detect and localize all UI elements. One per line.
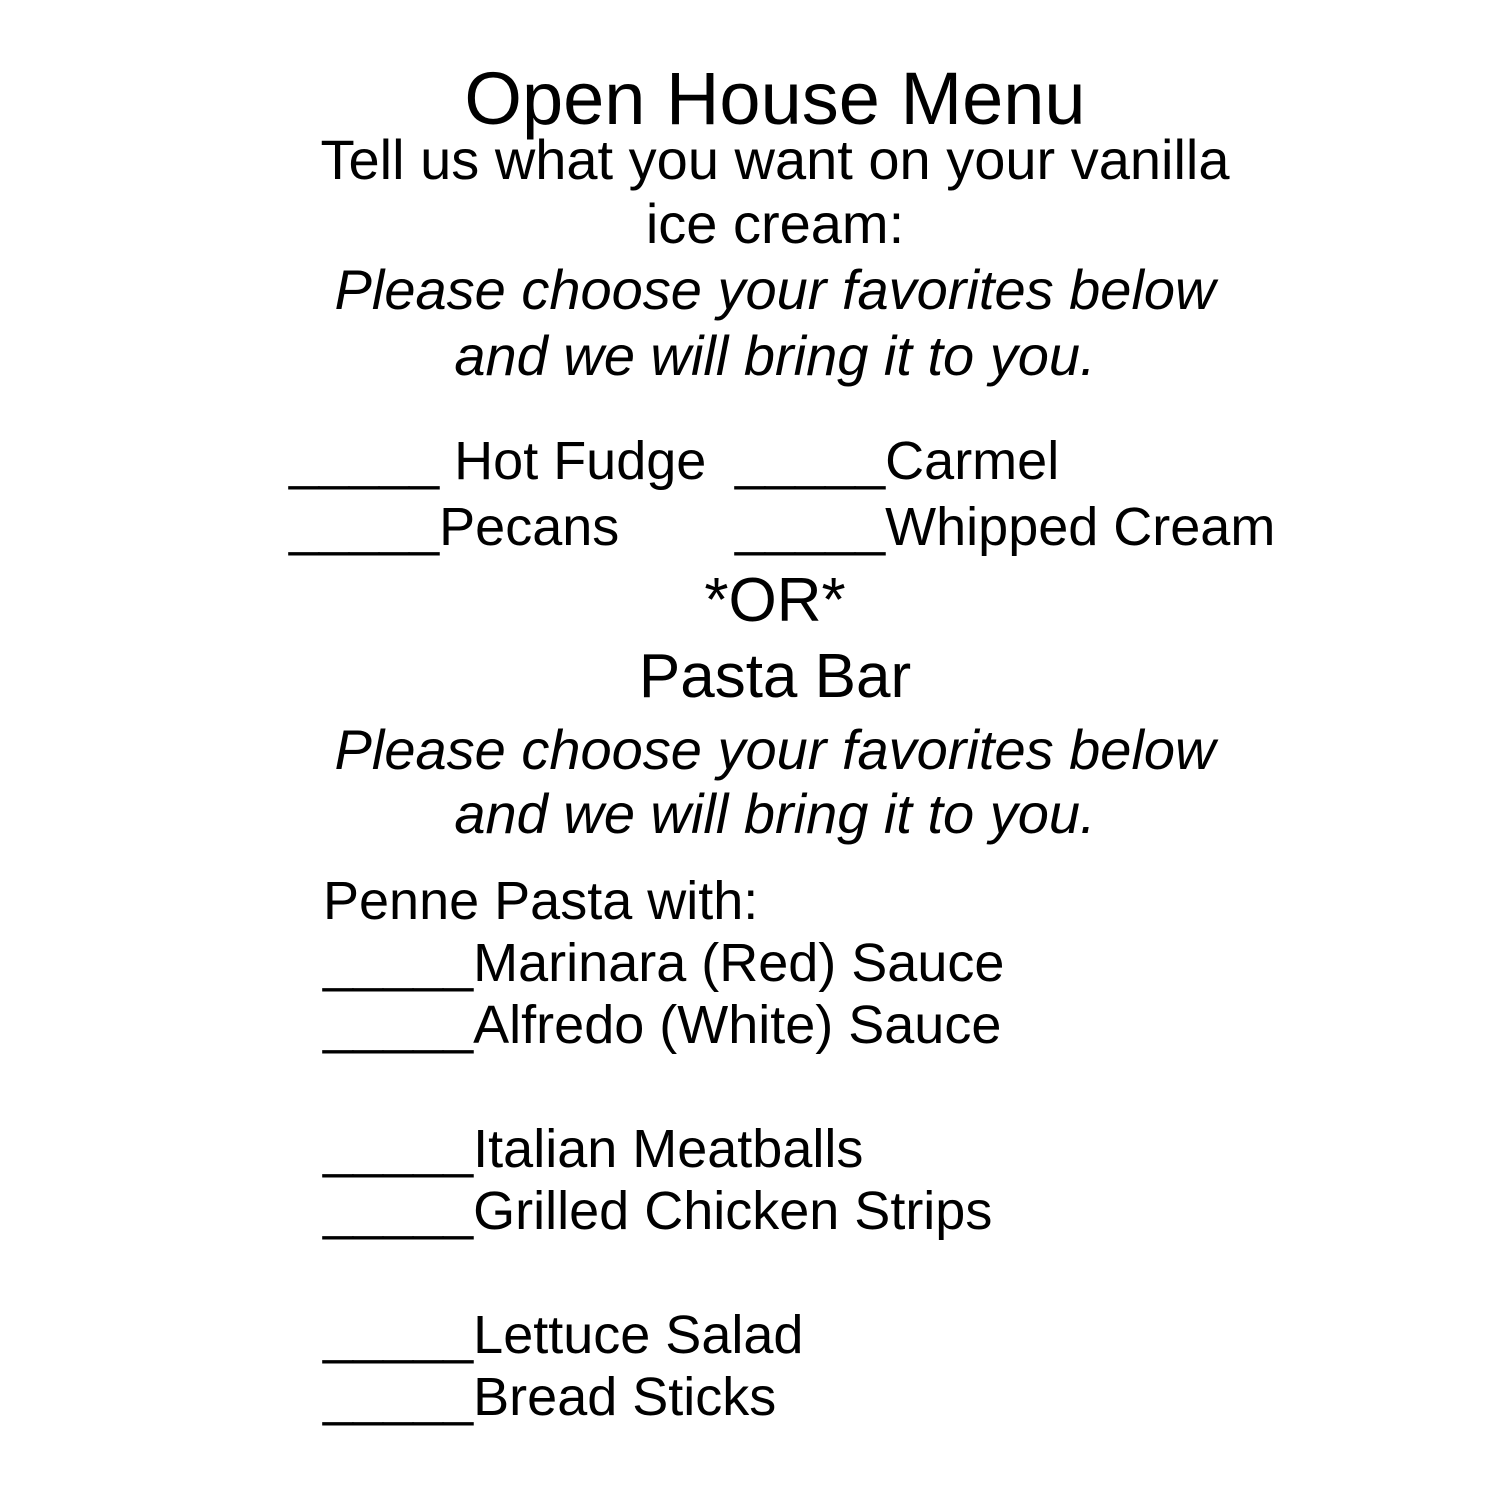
sauce-alfredo: _____Alfredo (White) Sauce <box>323 995 1002 1055</box>
menu-title: Open House Menu <box>464 57 1086 140</box>
topping-whipped-cream: _____Whipped Cream <box>735 497 1276 557</box>
sauce-marinara: _____Marinara (Red) Sauce <box>323 933 1005 993</box>
topping-hot-fudge: _____ Hot Fudge <box>289 431 707 491</box>
pasta-intro: Penne Pasta with: <box>323 871 759 931</box>
pasta-instruction-line1: Please choose your favorites below <box>334 718 1216 781</box>
ice-cream-heading-line1: Tell us what you want on your vanilla <box>320 128 1230 191</box>
topping-pecans: _____Pecans <box>289 497 620 557</box>
ice-cream-instruction-line1: Please choose your favorites below <box>334 258 1216 321</box>
or-separator: *OR* <box>704 566 846 635</box>
side-bread-sticks: _____Bread Sticks <box>323 1367 777 1427</box>
ice-cream-heading-line2: ice cream: <box>645 192 905 255</box>
pasta-bar-heading: Pasta Bar <box>638 642 912 711</box>
protein-meatballs: _____Italian Meatballs <box>323 1119 864 1179</box>
ice-cream-instruction-line2: and we will bring it to you. <box>454 324 1096 387</box>
protein-chicken-strips: _____Grilled Chicken Strips <box>323 1181 993 1241</box>
pasta-instruction-line2: and we will bring it to you. <box>454 782 1096 845</box>
side-lettuce-salad: _____Lettuce Salad <box>323 1305 804 1365</box>
topping-carmel: _____Carmel <box>735 431 1060 491</box>
